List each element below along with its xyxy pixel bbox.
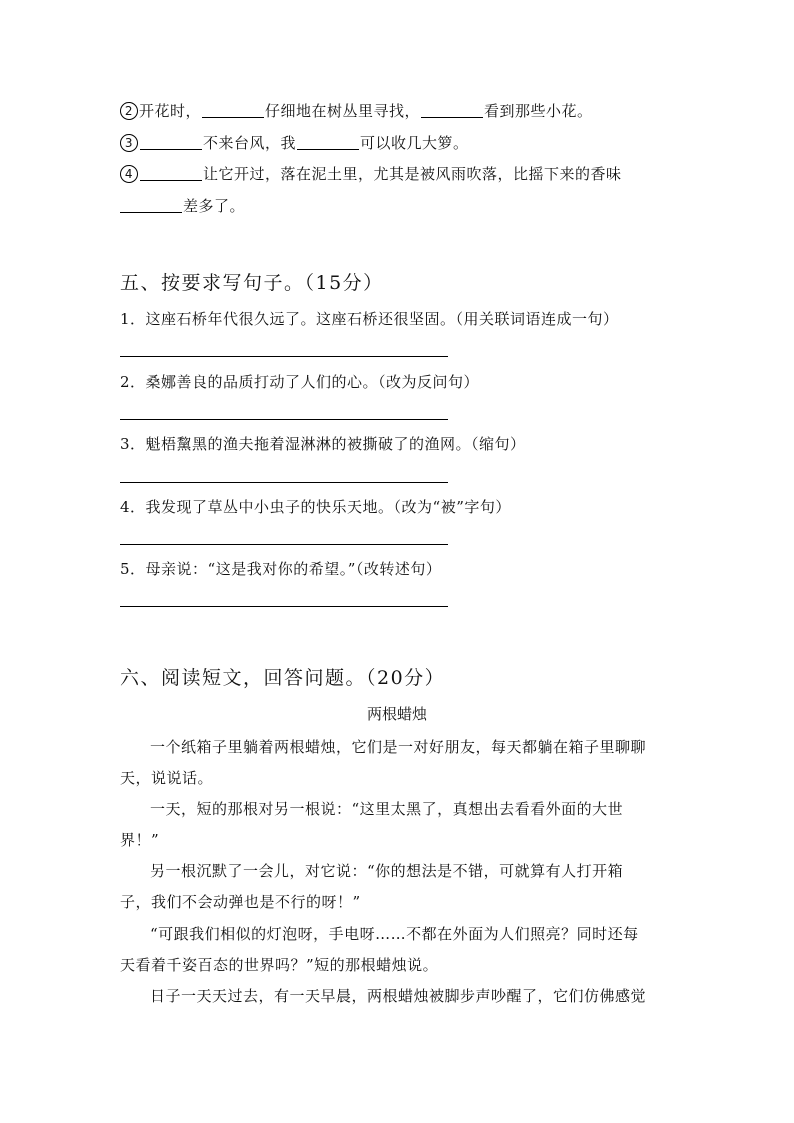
question-3: 3．魁梧黧黑的渔夫拖着湿淋淋的被撕破了的渔网。（缩句） bbox=[120, 435, 526, 453]
item-text: 不来台风，我 bbox=[203, 134, 297, 152]
passage-line: 天，说说话。 bbox=[120, 769, 214, 787]
blank-field[interactable] bbox=[140, 165, 202, 181]
blank-field[interactable] bbox=[120, 197, 182, 213]
passage-line: 子，我们不会动弹也是不行的呀！” bbox=[120, 893, 361, 911]
fill-in-item-4 bbox=[120, 164, 622, 184]
question-1: 1．这座石桥年代很久远了。这座石桥还很坚固。（用关联词语连成一句） bbox=[120, 310, 619, 328]
item-text: 让它开过，落在泥土里，尤其是被风雨吹落，比摇下来的香味 bbox=[203, 165, 622, 183]
passage-line: 日子一天天过去，有一天早晨，两根蜡烛被脚步声吵醒了，它们仿佛感觉 bbox=[150, 987, 647, 1005]
section-5-heading: 五、按要求写句子。（15分） bbox=[120, 272, 384, 294]
question-4: 4．我发现了草丛中小虫子的快乐天地。（改为“被”字句） bbox=[120, 498, 511, 516]
blank-field[interactable] bbox=[421, 102, 483, 118]
fill-in-item-2 bbox=[120, 101, 593, 121]
section-6-heading: 六、阅读短文，回答问题。（20分） bbox=[120, 667, 446, 689]
item-text: 可以收几大箩。 bbox=[360, 134, 469, 152]
circled-number: 2 bbox=[120, 102, 138, 120]
fill-in-item-4-cont bbox=[120, 196, 245, 216]
circled-number: 4 bbox=[120, 165, 138, 183]
question-2: 2．桑娜善良的品质打动了人们的心。（改为反问句） bbox=[120, 373, 480, 391]
fill-in-item-3 bbox=[120, 133, 469, 153]
answer-line-4[interactable] bbox=[120, 544, 448, 545]
passage-line: 另一根沉默了一会儿，对它说：“你的想法是不错，可就算有人打开箱 bbox=[150, 862, 624, 880]
passage-line: 天看着千姿百态的世界吗？”短的那根蜡烛说。 bbox=[120, 956, 439, 974]
passage-line: “可跟我们相似的灯泡呀，手电呀……不都在外面为人们照亮？同时还每 bbox=[150, 925, 639, 943]
passage-title: 两根蜡烛 bbox=[366, 705, 427, 723]
blank-field[interactable] bbox=[202, 102, 264, 118]
answer-line-5[interactable] bbox=[120, 606, 448, 607]
item-text: 开花时， bbox=[139, 102, 202, 120]
answer-line-1[interactable] bbox=[120, 356, 448, 357]
blank-field[interactable] bbox=[297, 134, 359, 150]
passage-line: 一天，短的那根对另一根说：“这里太黑了，真想出去看看外面的大世 bbox=[150, 800, 624, 818]
passage-line: 一个纸箱子里躺着两根蜡烛，它们是一对好朋友，每天都躺在箱子里聊聊 bbox=[150, 738, 647, 756]
circled-number: 3 bbox=[120, 134, 138, 152]
item-text: 仔细地在树丛里寻找， bbox=[265, 102, 421, 120]
question-5: 5．母亲说：“这是我对你的希望。”（改转述句） bbox=[120, 560, 442, 578]
passage-line: 界！” bbox=[120, 831, 160, 849]
answer-line-3[interactable] bbox=[120, 482, 448, 483]
answer-line-2[interactable] bbox=[120, 419, 448, 420]
blank-field[interactable] bbox=[140, 134, 202, 150]
item-text: 看到那些小花。 bbox=[484, 102, 593, 120]
item-text: 差多了。 bbox=[183, 197, 246, 215]
